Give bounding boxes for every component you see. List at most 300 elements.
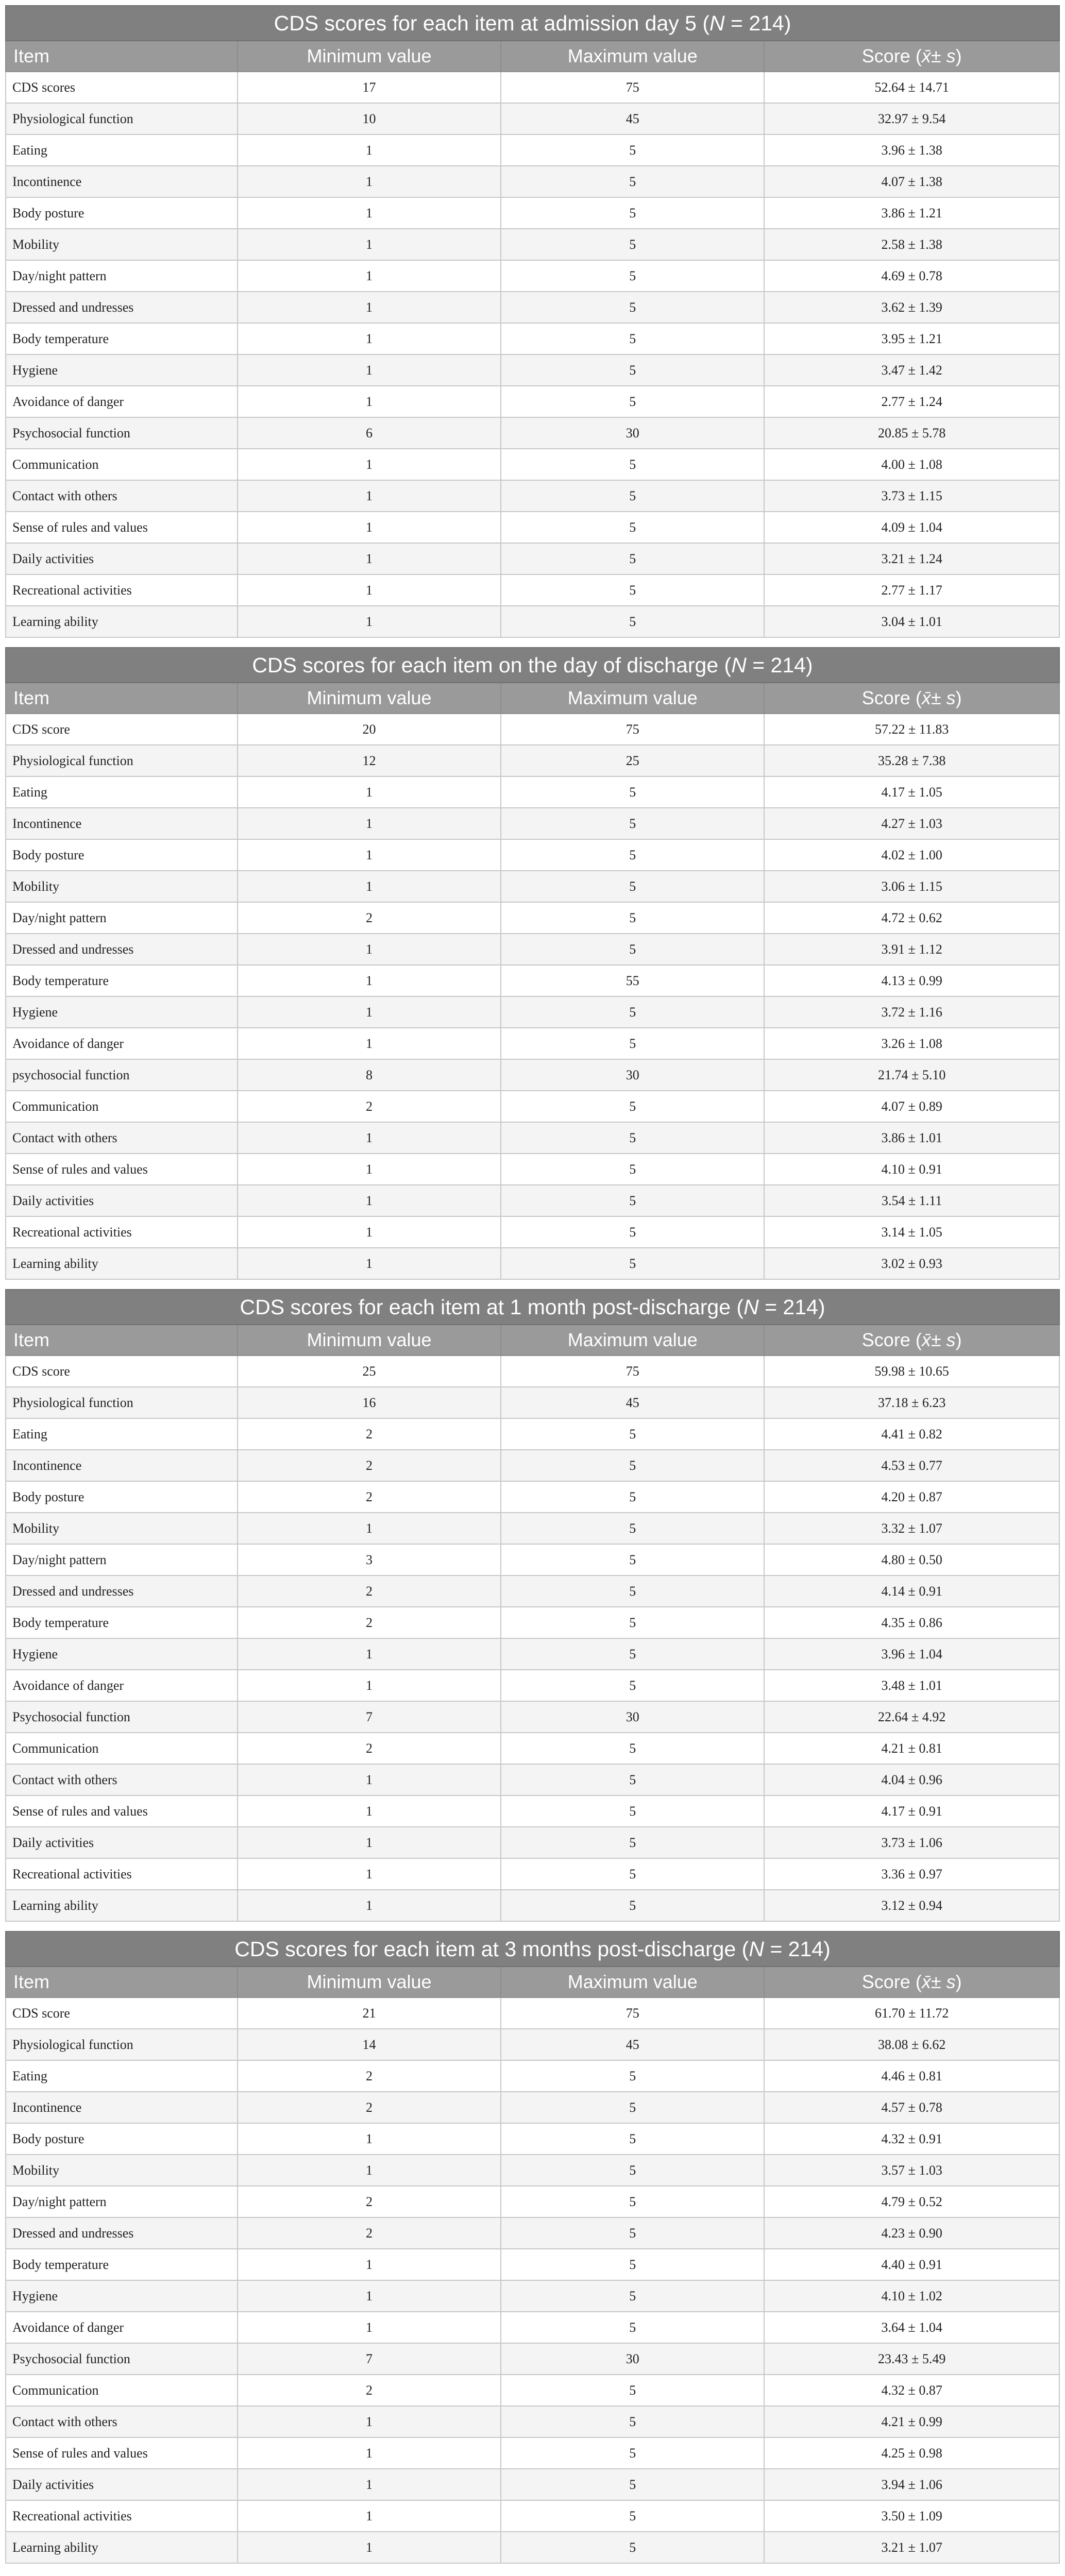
score-cell: 59.98 ± 10.65: [764, 1355, 1059, 1387]
minimum-cell: 1: [238, 1154, 501, 1185]
item-cell: Body temperature: [6, 323, 238, 354]
table-row: [6, 1607, 1059, 1638]
score-cell: 4.57 ± 0.78: [764, 2092, 1059, 2123]
minimum-cell: 1: [238, 1248, 501, 1279]
item-cell: Recreational activities: [6, 1216, 238, 1248]
minimum-cell: 20: [238, 714, 501, 745]
item-cell: Incontinence: [6, 808, 238, 839]
score-cell: 3.06 ± 1.15: [764, 871, 1059, 902]
table-row: [6, 745, 1059, 776]
score-cell: 61.70 ± 11.72: [764, 1997, 1059, 2029]
minimum-cell: 21: [238, 1997, 501, 2029]
table-row: [6, 1827, 1059, 1858]
maximum-cell: 45: [501, 2029, 764, 2060]
score-cell: 4.10 ± 0.91: [764, 1154, 1059, 1185]
maximum-cell: 5: [501, 1733, 764, 1764]
item-cell: Body temperature: [6, 965, 238, 996]
score-cell: 3.91 ± 1.12: [764, 934, 1059, 965]
maximum-cell: 5: [501, 2092, 764, 2123]
table-row: [6, 1387, 1059, 1418]
score-cell: 4.25 ± 0.98: [764, 2437, 1059, 2469]
minimum-cell: 2: [238, 2375, 501, 2406]
table-row: [6, 1513, 1059, 1544]
maximum-cell: 5: [501, 323, 764, 354]
minimum-cell: 1: [238, 1513, 501, 1544]
table-row: [6, 902, 1059, 934]
table-row: [6, 480, 1059, 512]
maximum-cell: 5: [501, 1122, 764, 1154]
minimum-cell: 1: [238, 2500, 501, 2532]
item-cell: Avoidance of danger: [6, 2312, 238, 2343]
table-title: CDS scores for each item at 1 month post-discharge (N = 214): [6, 1290, 1059, 1325]
maximum-cell: 5: [501, 543, 764, 574]
item-cell: Recreational activities: [6, 1858, 238, 1890]
maximum-cell: 5: [501, 902, 764, 934]
maximum-cell: 45: [501, 103, 764, 134]
table-row: [6, 2217, 1059, 2249]
maximum-cell: 5: [501, 2186, 764, 2217]
table-row: [6, 1764, 1059, 1795]
minimum-cell: 1: [238, 1122, 501, 1154]
maximum-cell: 5: [501, 808, 764, 839]
minimum-cell: 1: [238, 480, 501, 512]
score-cell: 3.32 ± 1.07: [764, 1513, 1059, 1544]
minimum-cell: 1: [238, 197, 501, 229]
score-cell: 3.73 ± 1.15: [764, 480, 1059, 512]
table-row: [6, 2029, 1059, 2060]
item-cell: Psychosocial function: [6, 2343, 238, 2375]
score-cell: 4.21 ± 0.81: [764, 1733, 1059, 1764]
score-cell: 57.22 ± 11.83: [764, 714, 1059, 745]
item-cell: Day/night pattern: [6, 2186, 238, 2217]
item-cell: Learning ability: [6, 2532, 238, 2563]
table-row: [6, 2437, 1059, 2469]
maximum-cell: 5: [501, 2155, 764, 2186]
table-row: [6, 1418, 1059, 1450]
table-row: [6, 2469, 1059, 2500]
minimum-cell: 1: [238, 996, 501, 1028]
maximum-cell: 5: [501, 1418, 764, 1450]
maximum-cell: 30: [501, 417, 764, 449]
table-row: [6, 1355, 1059, 1387]
minimum-cell: 1: [238, 2155, 501, 2186]
item-cell: Dressed and undresses: [6, 934, 238, 965]
maximum-cell: 5: [501, 260, 764, 292]
score-cell: 2.77 ± 1.17: [764, 574, 1059, 606]
score-cell: 3.47 ± 1.42: [764, 354, 1059, 386]
maximum-cell: 5: [501, 2406, 764, 2437]
item-cell: Communication: [6, 1091, 238, 1122]
minimum-cell: 1: [238, 1764, 501, 1795]
minimum-cell: 17: [238, 72, 501, 103]
item-cell: Body posture: [6, 2123, 238, 2155]
minimum-cell: 1: [238, 1638, 501, 1670]
table-row: [6, 1028, 1059, 1059]
table-row: [6, 606, 1059, 637]
score-cell: 3.48 ± 1.01: [764, 1670, 1059, 1701]
score-cell: 3.21 ± 1.07: [764, 2532, 1059, 2563]
column-header-minimum: Minimum value: [238, 683, 501, 714]
minimum-cell: 1: [238, 166, 501, 197]
item-cell: Sense of rules and values: [6, 512, 238, 543]
maximum-cell: 5: [501, 574, 764, 606]
maximum-cell: 5: [501, 2437, 764, 2469]
score-cell: 21.74 ± 5.10: [764, 1059, 1059, 1091]
item-cell: Dressed and undresses: [6, 292, 238, 323]
maximum-cell: 5: [501, 1450, 764, 1481]
minimum-cell: 12: [238, 745, 501, 776]
minimum-cell: 2: [238, 2092, 501, 2123]
maximum-cell: 5: [501, 292, 764, 323]
maximum-cell: 5: [501, 1185, 764, 1216]
item-cell: Physiological function: [6, 2029, 238, 2060]
table-row: [6, 1216, 1059, 1248]
table-row: [6, 1638, 1059, 1670]
cds-table-1-month: [5, 1289, 1060, 1922]
minimum-cell: 1: [238, 808, 501, 839]
table-row: [6, 839, 1059, 871]
score-cell: 4.17 ± 1.05: [764, 776, 1059, 808]
maximum-cell: 5: [501, 134, 764, 166]
table-row: [6, 1544, 1059, 1575]
column-header-maximum: Maximum value: [501, 1967, 764, 1997]
cds-table-3-months: [5, 1931, 1060, 2564]
table-row: [6, 714, 1059, 745]
item-cell: CDS score: [6, 1997, 238, 2029]
item-cell: Avoidance of danger: [6, 386, 238, 417]
minimum-cell: 1: [238, 260, 501, 292]
maximum-cell: 5: [501, 386, 764, 417]
item-cell: Mobility: [6, 871, 238, 902]
score-cell: 4.32 ± 0.87: [764, 2375, 1059, 2406]
maximum-cell: 5: [501, 1638, 764, 1670]
maximum-cell: 75: [501, 1355, 764, 1387]
minimum-cell: 1: [238, 2312, 501, 2343]
table-row: [6, 2375, 1059, 2406]
minimum-cell: 1: [238, 449, 501, 480]
score-cell: 4.17 ± 0.91: [764, 1795, 1059, 1827]
maximum-cell: 55: [501, 965, 764, 996]
score-cell: 3.96 ± 1.38: [764, 134, 1059, 166]
column-header-item: Item: [6, 41, 238, 72]
score-cell: 52.64 ± 14.71: [764, 72, 1059, 103]
minimum-cell: 2: [238, 1450, 501, 1481]
score-cell: 20.85 ± 5.78: [764, 417, 1059, 449]
score-cell: 23.43 ± 5.49: [764, 2343, 1059, 2375]
table-row: [6, 166, 1059, 197]
maximum-cell: 5: [501, 934, 764, 965]
maximum-cell: 5: [501, 2060, 764, 2092]
minimum-cell: 2: [238, 2060, 501, 2092]
score-cell: 4.04 ± 0.96: [764, 1764, 1059, 1795]
item-cell: Psychosocial function: [6, 417, 238, 449]
maximum-cell: 5: [501, 2469, 764, 2500]
maximum-cell: 5: [501, 449, 764, 480]
minimum-cell: 1: [238, 386, 501, 417]
score-cell: 22.64 ± 4.92: [764, 1701, 1059, 1733]
score-cell: 4.21 ± 0.99: [764, 2406, 1059, 2437]
table-row: [6, 2249, 1059, 2280]
maximum-cell: 5: [501, 512, 764, 543]
table-row: [6, 103, 1059, 134]
table-row: [6, 72, 1059, 103]
table-row: [6, 2092, 1059, 2123]
table-row: [6, 2060, 1059, 2092]
table-row: [6, 996, 1059, 1028]
item-cell: Physiological function: [6, 745, 238, 776]
column-header-item: Item: [6, 1967, 238, 1997]
minimum-cell: 1: [238, 1670, 501, 1701]
score-cell: 4.69 ± 0.78: [764, 260, 1059, 292]
table-row: [6, 1733, 1059, 1764]
score-cell: 4.07 ± 0.89: [764, 1091, 1059, 1122]
score-cell: 37.18 ± 6.23: [764, 1387, 1059, 1418]
item-cell: Body posture: [6, 1481, 238, 1513]
item-cell: Eating: [6, 134, 238, 166]
maximum-cell: 5: [501, 996, 764, 1028]
item-cell: Contact with others: [6, 2406, 238, 2437]
item-cell: Body temperature: [6, 2249, 238, 2280]
table-row: [6, 2343, 1059, 2375]
score-cell: 4.35 ± 0.86: [764, 1607, 1059, 1638]
item-cell: Contact with others: [6, 480, 238, 512]
item-cell: Avoidance of danger: [6, 1670, 238, 1701]
item-cell: Daily activities: [6, 543, 238, 574]
maximum-cell: 5: [501, 871, 764, 902]
column-header-score: Score (x̄± s): [764, 1967, 1059, 1997]
score-cell: 3.50 ± 1.09: [764, 2500, 1059, 2532]
minimum-cell: 2: [238, 1091, 501, 1122]
minimum-cell: 1: [238, 134, 501, 166]
table-row: [6, 1059, 1059, 1091]
item-cell: Mobility: [6, 229, 238, 260]
column-header-score: Score (x̄± s): [764, 683, 1059, 714]
maximum-cell: 30: [501, 1701, 764, 1733]
table-row: [6, 1122, 1059, 1154]
item-cell: Learning ability: [6, 1890, 238, 1921]
table-row: [6, 354, 1059, 386]
minimum-cell: 1: [238, 1185, 501, 1216]
maximum-cell: 5: [501, 1827, 764, 1858]
score-cell: 4.00 ± 1.08: [764, 449, 1059, 480]
table-row: [6, 871, 1059, 902]
table-row: [6, 965, 1059, 996]
score-cell: 3.62 ± 1.39: [764, 292, 1059, 323]
maximum-cell: 45: [501, 1387, 764, 1418]
score-cell: 4.80 ± 0.50: [764, 1544, 1059, 1575]
table-row: [6, 323, 1059, 354]
item-cell: Sense of rules and values: [6, 2437, 238, 2469]
maximum-cell: 5: [501, 166, 764, 197]
column-header-item: Item: [6, 683, 238, 714]
item-cell: Eating: [6, 776, 238, 808]
maximum-cell: 5: [501, 480, 764, 512]
minimum-cell: 1: [238, 871, 501, 902]
table-row: [6, 934, 1059, 965]
score-cell: 32.97 ± 9.54: [764, 103, 1059, 134]
score-cell: 3.72 ± 1.16: [764, 996, 1059, 1028]
score-cell: 35.28 ± 7.38: [764, 745, 1059, 776]
item-cell: Eating: [6, 1418, 238, 1450]
item-cell: Day/night pattern: [6, 902, 238, 934]
item-cell: Communication: [6, 2375, 238, 2406]
table-row: [6, 1701, 1059, 1733]
score-cell: 4.10 ± 1.02: [764, 2280, 1059, 2312]
table-row: [6, 1450, 1059, 1481]
score-cell: 3.73 ± 1.06: [764, 1827, 1059, 1858]
score-cell: 3.86 ± 1.01: [764, 1122, 1059, 1154]
minimum-cell: 3: [238, 1544, 501, 1575]
column-header-score: Score (x̄± s): [764, 41, 1059, 72]
item-cell: Sense of rules and values: [6, 1795, 238, 1827]
score-cell: 4.72 ± 0.62: [764, 902, 1059, 934]
minimum-cell: 1: [238, 1795, 501, 1827]
column-header-score: Score (x̄± s): [764, 1325, 1059, 1355]
table-row: [6, 292, 1059, 323]
maximum-cell: 25: [501, 745, 764, 776]
item-cell: Psychosocial function: [6, 1701, 238, 1733]
minimum-cell: 1: [238, 2406, 501, 2437]
item-cell: Hygiene: [6, 2280, 238, 2312]
maximum-cell: 5: [501, 197, 764, 229]
item-cell: CDS score: [6, 1355, 238, 1387]
item-cell: Body posture: [6, 197, 238, 229]
item-cell: CDS score: [6, 714, 238, 745]
maximum-cell: 5: [501, 606, 764, 637]
minimum-cell: 2: [238, 2217, 501, 2249]
maximum-cell: 5: [501, 1091, 764, 1122]
maximum-cell: 5: [501, 1216, 764, 1248]
table-row: [6, 386, 1059, 417]
table-row: [6, 574, 1059, 606]
item-cell: Avoidance of danger: [6, 1028, 238, 1059]
score-cell: 4.32 ± 0.91: [764, 2123, 1059, 2155]
item-cell: Physiological function: [6, 103, 238, 134]
table-row: [6, 808, 1059, 839]
score-cell: 4.09 ± 1.04: [764, 512, 1059, 543]
maximum-cell: 5: [501, 1858, 764, 1890]
score-cell: 3.26 ± 1.08: [764, 1028, 1059, 1059]
score-cell: 3.04 ± 1.01: [764, 606, 1059, 637]
item-cell: Learning ability: [6, 1248, 238, 1279]
score-cell: 3.54 ± 1.11: [764, 1185, 1059, 1216]
table-row: [6, 2123, 1059, 2155]
minimum-cell: 1: [238, 965, 501, 996]
maximum-cell: 5: [501, 1890, 764, 1921]
maximum-cell: 5: [501, 1575, 764, 1607]
score-cell: 4.02 ± 1.00: [764, 839, 1059, 871]
minimum-cell: 2: [238, 1733, 501, 1764]
score-cell: 4.13 ± 0.99: [764, 965, 1059, 996]
minimum-cell: 2: [238, 2186, 501, 2217]
score-cell: 2.58 ± 1.38: [764, 229, 1059, 260]
maximum-cell: 5: [501, 1544, 764, 1575]
item-cell: Contact with others: [6, 1764, 238, 1795]
maximum-cell: 5: [501, 2375, 764, 2406]
minimum-cell: 7: [238, 2343, 501, 2375]
minimum-cell: 2: [238, 902, 501, 934]
item-cell: Body temperature: [6, 1607, 238, 1638]
minimum-cell: 1: [238, 1890, 501, 1921]
table-row: [6, 1997, 1059, 2029]
minimum-cell: 1: [238, 2123, 501, 2155]
table-title: CDS scores for each item at 3 months post-discharge (N = 214): [6, 1931, 1059, 1967]
table-row: [6, 2532, 1059, 2563]
item-cell: Mobility: [6, 1513, 238, 1544]
table-row: [6, 417, 1059, 449]
item-cell: Communication: [6, 1733, 238, 1764]
maximum-cell: 5: [501, 1028, 764, 1059]
table-row: [6, 1890, 1059, 1921]
score-cell: 3.21 ± 1.24: [764, 543, 1059, 574]
minimum-cell: 1: [238, 229, 501, 260]
column-header-maximum: Maximum value: [501, 41, 764, 72]
item-cell: Incontinence: [6, 1450, 238, 1481]
item-cell: Incontinence: [6, 166, 238, 197]
item-cell: Learning ability: [6, 606, 238, 637]
minimum-cell: 1: [238, 2532, 501, 2563]
table-row: [6, 1248, 1059, 1279]
score-cell: 3.94 ± 1.06: [764, 2469, 1059, 2500]
minimum-cell: 1: [238, 574, 501, 606]
column-header-minimum: Minimum value: [238, 41, 501, 72]
item-cell: Hygiene: [6, 996, 238, 1028]
maximum-cell: 75: [501, 1997, 764, 2029]
score-cell: 3.95 ± 1.21: [764, 323, 1059, 354]
item-cell: Day/night pattern: [6, 1544, 238, 1575]
table-row: [6, 2406, 1059, 2437]
maximum-cell: 5: [501, 354, 764, 386]
minimum-cell: 2: [238, 1575, 501, 1607]
item-cell: Sense of rules and values: [6, 1154, 238, 1185]
maximum-cell: 5: [501, 1670, 764, 1701]
table-row: [6, 776, 1059, 808]
table-row: [6, 543, 1059, 574]
item-cell: Body posture: [6, 839, 238, 871]
table-row: [6, 1091, 1059, 1122]
item-cell: Physiological function: [6, 1387, 238, 1418]
minimum-cell: 1: [238, 2469, 501, 2500]
score-cell: 4.27 ± 1.03: [764, 808, 1059, 839]
table-row: [6, 260, 1059, 292]
score-cell: 3.02 ± 0.93: [764, 1248, 1059, 1279]
column-header-item: Item: [6, 1325, 238, 1355]
minimum-cell: 1: [238, 2249, 501, 2280]
table-row: [6, 512, 1059, 543]
minimum-cell: 8: [238, 1059, 501, 1091]
score-cell: 4.40 ± 0.91: [764, 2249, 1059, 2280]
minimum-cell: 1: [238, 2437, 501, 2469]
score-cell: 4.53 ± 0.77: [764, 1450, 1059, 1481]
minimum-cell: 1: [238, 543, 501, 574]
minimum-cell: 1: [238, 1216, 501, 1248]
table-row: [6, 1481, 1059, 1513]
score-cell: 4.07 ± 1.38: [764, 166, 1059, 197]
column-header-maximum: Maximum value: [501, 683, 764, 714]
score-cell: 3.64 ± 1.04: [764, 2312, 1059, 2343]
item-cell: Dressed and undresses: [6, 1575, 238, 1607]
table-title: CDS scores for each item at admission day 5 (N = 214): [6, 6, 1059, 41]
table-row: [6, 449, 1059, 480]
column-header-maximum: Maximum value: [501, 1325, 764, 1355]
minimum-cell: 1: [238, 776, 501, 808]
maximum-cell: 75: [501, 72, 764, 103]
item-cell: Mobility: [6, 2155, 238, 2186]
minimum-cell: 25: [238, 1355, 501, 1387]
minimum-cell: 7: [238, 1701, 501, 1733]
item-cell: Communication: [6, 449, 238, 480]
maximum-cell: 5: [501, 776, 764, 808]
